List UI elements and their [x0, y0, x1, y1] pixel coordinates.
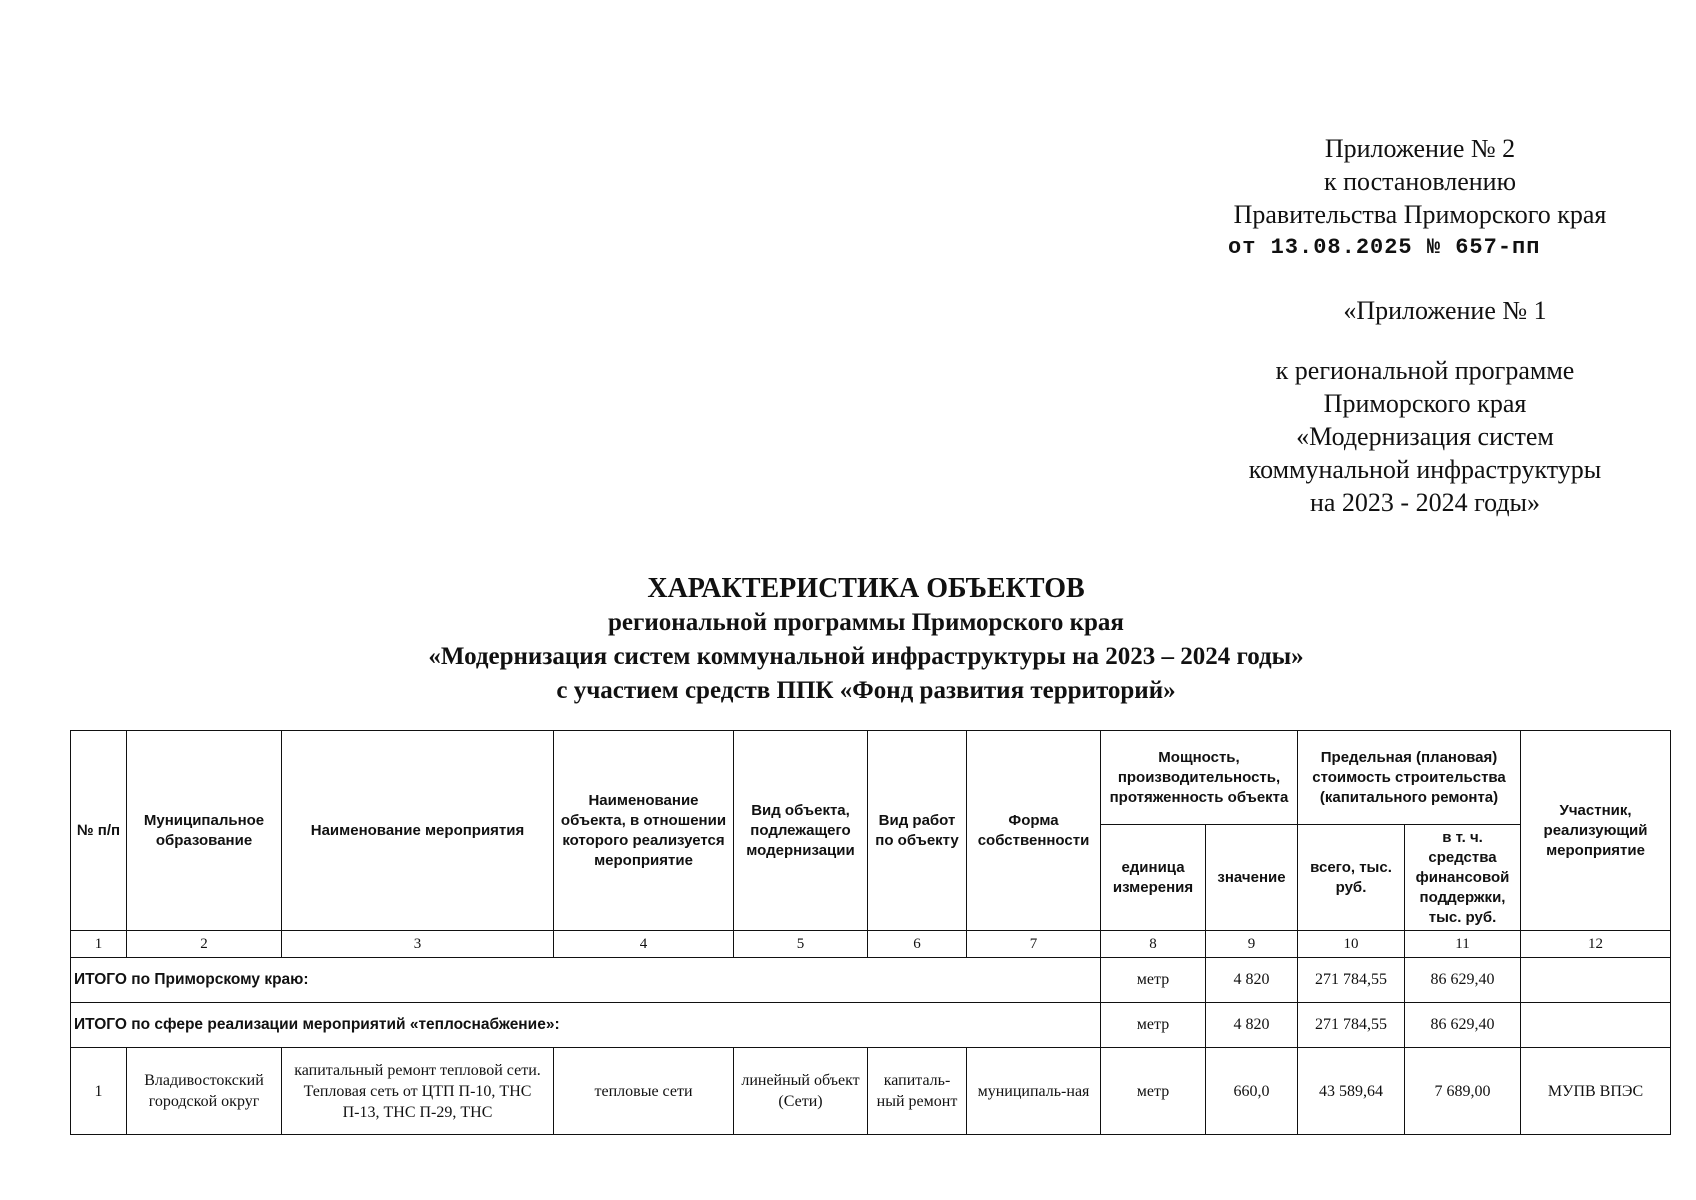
- approval-header: [1190, 132, 1650, 264]
- header-cost-group: Предельная (плановая) стоимость строительства (капитального ремонта): [1298, 731, 1521, 825]
- government-ref: Правительства Приморского края: [1233, 200, 1607, 229]
- header-capacity-group: Мощность, производительность, протяженность объекта: [1101, 731, 1298, 825]
- row-unit: метр: [1101, 1048, 1206, 1135]
- header-ownership: Форма собственности: [967, 731, 1101, 931]
- annex-line-1: к региональной программе: [1275, 356, 1575, 385]
- header-value: значение: [1206, 825, 1298, 931]
- title-sub-2: «Модернизация систем коммунальной инфраструктуры на 2023 – 2024 годы»: [428, 643, 1304, 670]
- row-object-type: линейный объект (Сети): [734, 1048, 868, 1135]
- column-number: 10: [1298, 931, 1405, 958]
- total-support: 86 629,40: [1405, 958, 1521, 1003]
- total-row-region: [71, 958, 1671, 1003]
- program-annex-ref: [1190, 294, 1660, 519]
- title-sub-3: с участием средств ППК «Фонд развития территорий»: [556, 677, 1176, 704]
- document-title: [66, 572, 1666, 708]
- column-number: 8: [1101, 931, 1206, 958]
- header-total-cost: всего, тыс. руб.: [1298, 825, 1405, 931]
- header-event-name: Наименование мероприятия: [282, 731, 554, 931]
- total-participant: [1521, 1003, 1671, 1048]
- total-row-heating: [71, 1003, 1671, 1048]
- annex-number: Приложение № 2: [1324, 134, 1516, 163]
- column-number: 4: [554, 931, 734, 958]
- column-number: 2: [127, 931, 282, 958]
- total-value: 4 820: [1206, 1003, 1298, 1048]
- column-number: 1: [71, 931, 127, 958]
- column-number: 9: [1206, 931, 1298, 958]
- header-object-type: Вид объекта, подлежащего модернизации: [734, 731, 868, 931]
- total-participant: [1521, 958, 1671, 1003]
- resolution-date-number: от 13.08.2025 № 657-пп: [1228, 235, 1541, 260]
- column-number: 11: [1405, 931, 1521, 958]
- total-label: ИТОГО по сфере реализации мероприятий «теплоснабжение»:: [71, 1003, 1101, 1048]
- column-number: 3: [282, 931, 554, 958]
- table-row: [71, 1048, 1671, 1135]
- row-num: 1: [71, 1048, 127, 1135]
- header-work-type: Вид работ по объекту: [868, 731, 967, 931]
- column-number: 7: [967, 931, 1101, 958]
- total-value: 4 820: [1206, 958, 1298, 1003]
- total-cost: 271 784,55: [1298, 958, 1405, 1003]
- resolution-ref: к постановлению: [1323, 167, 1517, 196]
- annex-line-5: на 2023 - 2024 годы»: [1309, 488, 1541, 517]
- header-participant: Участник, реализующий мероприятие: [1521, 731, 1671, 931]
- objects-table: [70, 730, 1671, 1135]
- row-support-cost: 7 689,00: [1405, 1048, 1521, 1135]
- header-support-cost: в т. ч. средства финансовой поддержки, тыс. руб.: [1405, 825, 1521, 931]
- row-municipality: Владивостокский городской округ: [127, 1048, 282, 1135]
- header-unit: единица измерения: [1101, 825, 1206, 931]
- column-number-row: [71, 931, 1671, 958]
- column-number: 6: [868, 931, 967, 958]
- row-work-type: капиталь-ный ремонт: [868, 1048, 967, 1135]
- total-unit: метр: [1101, 1003, 1206, 1048]
- annex-line-3: «Модернизация систем: [1296, 422, 1554, 451]
- row-event-name: капитальный ремонт тепловой сети. Тепловая сеть от ЦТП П-10, ТНС П-13, ТНС П-29, ТНС: [282, 1048, 554, 1135]
- total-support: 86 629,40: [1405, 1003, 1521, 1048]
- annex-line-4: коммунальной инфраструктуры: [1248, 455, 1602, 484]
- annex-title: «Приложение № 1: [1343, 296, 1547, 325]
- header-num: № п/п: [71, 731, 127, 931]
- row-object-name: тепловые сети: [554, 1048, 734, 1135]
- annex-line-2: Приморского края: [1323, 389, 1527, 418]
- header-municipality: Муниципальное образование: [127, 731, 282, 931]
- row-participant: МУПВ ВПЭС: [1521, 1048, 1671, 1135]
- column-number: 5: [734, 931, 868, 958]
- title-sub-1: региональной программы Приморского края: [608, 609, 1124, 636]
- row-value: 660,0: [1206, 1048, 1298, 1135]
- column-number: 12: [1521, 931, 1671, 958]
- row-total-cost: 43 589,64: [1298, 1048, 1405, 1135]
- header-object-name: Наименование объекта, в отношении которого реализуется мероприятие: [554, 731, 734, 931]
- total-unit: метр: [1101, 958, 1206, 1003]
- total-cost: 271 784,55: [1298, 1003, 1405, 1048]
- total-label: ИТОГО по Приморскому краю:: [71, 958, 1101, 1003]
- title-main: ХАРАКТЕРИСТИКА ОБЪЕКТОВ: [647, 573, 1085, 604]
- row-ownership: муниципаль-ная: [967, 1048, 1101, 1135]
